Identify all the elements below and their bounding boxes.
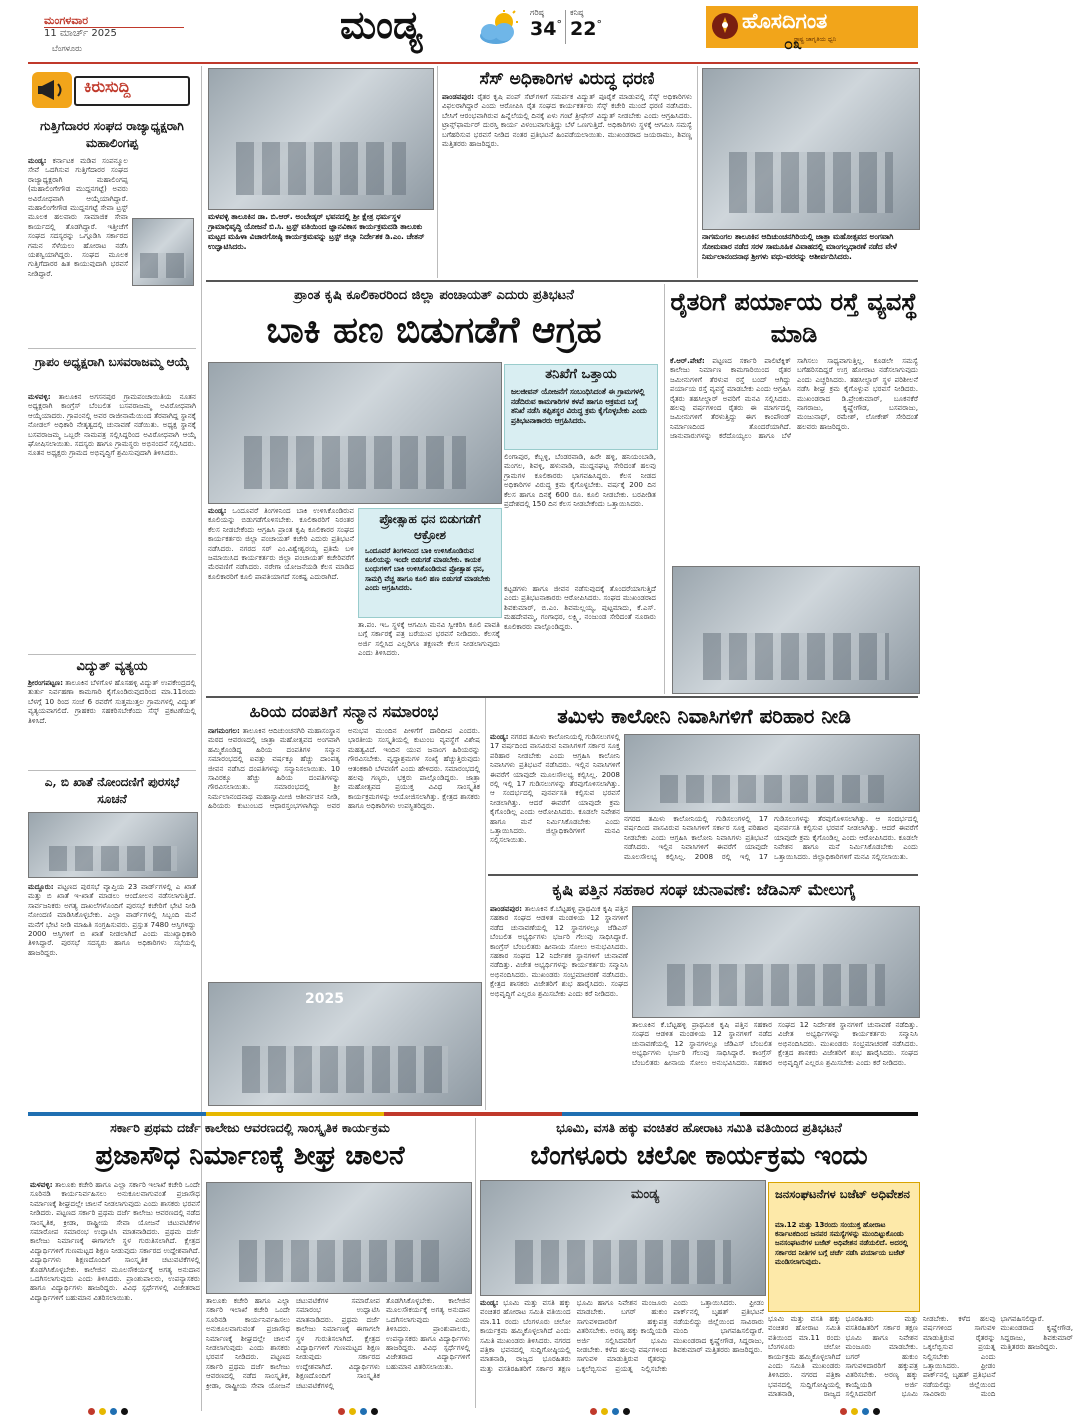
photo-banner-text: ಮಂಡ್ಯ bbox=[631, 1187, 660, 1202]
cess-body: ರೈತರ ಕೃಷಿ ಪಂಪ್ ಸೆಟ್‌ಗಳಿಗೆ ಸಮರ್ಪಕ ವಿದ್ಯುತ್ ಪೂರೈಕೆ ಮಾಡುವಲ್ಲಿ ಸೆಸ್ಕ್ ಅಧಿಕಾರಿಗಳು ವಿಫಲರಾಗಿದ್ದಾರೆ ಎಂದು ಆರೋಪಿಸಿ ರೈತ ಸಂಘದ ಕಾರ್ಯಕರ್ತರು ಸೆಸ್ಕ್ ಕಚೇರಿ ಮುಂದೆ ಧರಣಿ ನಡೆಸಿದರು. ಬೇಸಿಗೆ ಆರಂಭವಾಗಿರುವ ಹಿನ್ನೆಲೆಯಲ್ಲಿ ದಿನಕ್ಕೆ ಏಳು ಗಂಟೆ ತ್ರೀಫೇಸ್ ವಿದ್ಯುತ್ ನೀಡಬೇಕು ಎಂದು ಆಗ್ರಹಿಸಿದರು. ಟ್ರಾನ್ಸ್‌ಫಾರ್ಮರ್ ದುರಸ್ತಿ ಕಾರ್ಯ ವಿಳಂಬವಾಗುತ್ತಿದ್ದು ಬೆಳೆ ಒಣಗುತ್ತಿದೆ. ಅಧಿಕಾರಿಗಳು ಸ್ಥಳಕ್ಕೆ ಆಗಮಿಸಿ ಸಮಸ್ಯೆ ಬಗೆಹರಿಸುವ ಭರವಸೆ ನೀಡಿದ ನಂತರ ಪ್ರತಿಭಟನೆ ಹಿಂಪಡೆಯಲಾಯಿತು. ಮುಖಂಡರಾದ ಜಯರಾಮು, ಶಿವಣ್ಣ ಮತ್ತಿತರರು ಹಾಜರಿದ್ದರು. bbox=[442, 92, 692, 149]
tamil-dateline: ಮಂಡ್ಯ: bbox=[490, 732, 509, 741]
college-headline: ಪ್ರಜಾಸೌಧ ನಿರ್ಮಾಣಕ್ಕೆ ಶೀಘ್ರ ಚಾಲನೆ bbox=[95, 1141, 405, 1171]
lead-col-mid bbox=[358, 620, 500, 692]
elderly-headline: ಹಿರಿಯ ದಂಪತಿಗೆ ಸನ್ಮಾನ ಸಮಾರಂಭ bbox=[249, 702, 439, 721]
farmers-body: ಪಟ್ಟಣದ ಸರ್ಕಾರಿ ಪಾಲಿಟೆಕ್ನಿಕ್ ಕಾಲೇಜು ನಿರ್ಮಾಣ ಕಾಮಗಾರಿಯಿಂದ ರೈತರ ಜಮೀನುಗಳಿಗೆ ತೆರಳುವ ರಸ್ತೆ ಬಂದ್ ಆಗಿದ್ದು ಪರ್ಯಾಯ ರಸ್ತೆ ವ್ಯವಸ್ಥೆ ಮಾಡಬೇಕು ಎಂದು ಆಗ್ರಹಿಸಿ ರೈತರು ತಹಸೀಲ್ದಾರ್ ಅವರಿಗೆ ಮನವಿ ಸಲ್ಲಿಸಿದರು. ಹಲವು ವರ್ಷಗಳಿಂದ ರೈತರು ಈ ಮಾರ್ಗದಲ್ಲಿ ಜಮೀನುಗಳಿಗೆ ತೆರಳುತ್ತಿದ್ದು ಈಗ ಕಾಂಪೌಂಡ್ ನಿರ್ಮಾಣದಿಂದ ತೊಂದರೆಯಾಗಿದೆ. ಜಾನುವಾರುಗಳನ್ನು ಕರೆದೊಯ್ಯಲು ಹಾಗೂ ಬೆಳೆ ಸಾಗಿಸಲು ಸಾಧ್ಯವಾಗುತ್ತಿಲ್ಲ. ಕೂಡಲೇ ಸಮಸ್ಯೆ ಬಗೆಹರಿಸದಿದ್ದರೆ ಉಗ್ರ ಹೋರಾಟ ನಡೆಸಲಾಗುವುದು ಎಂದು ಎಚ್ಚರಿಸಿದರು. ತಹಸೀಲ್ದಾರ್ ಸ್ಥಳ ಪರಿಶೀಲನೆ ನಡೆಸಿ ಶೀಘ್ರ ಕ್ರಮ ಕೈಗೊಳ್ಳುವ ಭರವಸೆ ನೀಡಿದರು. ಮುಖಂಡರಾದ ಡಿ.ಪ್ರೇಂಕುಮಾರ್, ಬೂಕನಕೆರೆ ನಾಗರಾಜು, ಕೃಷ್ಣೇಗೌಡ, ಬಸವರಾಜು, ಮಂಜುನಾಥ್, ರಮೇಶ್, ಲೋಕೇಶ್ ಸೇರಿದಂತೆ ಹಲವರು ಹಾಜರಿದ್ದರು. bbox=[670, 356, 918, 441]
brief-title: ಗುತ್ತಿಗೆದಾರರ ಸಂಘದ ರಾಜ್ಯಾಧ್ಯಕ್ಷರಾಗಿ ಮಹಾಲಿಂಗಪ್ಪ bbox=[40, 119, 184, 150]
tamil-headline: ತಮಿಳು ಕಾಲೋನಿ ನಿವಾಸಿಗಳಿಗೆ ಪರಿಹಾರ ನೀಡಿ bbox=[557, 704, 851, 728]
meeting-photo bbox=[28, 812, 198, 878]
brief-title: ವಿದ್ಯುತ್ ವ್ಯತ್ಯಯ bbox=[76, 659, 148, 674]
tamil-story-top bbox=[490, 732, 620, 868]
cess-dateline: ಪಾಂಡವಪುರ: bbox=[442, 92, 475, 101]
brief-dateline: ಶ್ರೀರಂಗಪಟ್ಟಣ: bbox=[28, 678, 63, 687]
brief-body: ತಾಲೂಕಿನ ಬೆಳಗೊಳ ಹೊಸಹಳ್ಳಿ ವಿದ್ಯುತ್ ಉಪಕೇಂದ್ರದಲ್ಲಿ ತುರ್ತು ನಿರ್ವಹಣಾ ಕಾಮಗಾರಿ ಕೈಗೊಂಡಿರುವುದರಿಂದ ಮಾ.11ರಂದು ಬೆಳಗ್ಗೆ 10 ರಿಂದ ಸಂಜೆ 6 ರವರೆಗೆ ಸುತ್ತಮುತ್ತಲ ಗ್ರಾಮಗಳಲ್ಲಿ ವಿದ್ಯುತ್ ವ್ಯತ್ಯಯವಾಗಲಿದೆ. ಗ್ರಾಹಕರು ಸಹಕರಿಸಬೇಕೆಂದು ಸೆಸ್ಕ್ ಪ್ರಕಟಣೆಯಲ್ಲಿ ತಿಳಿಸಿದೆ. bbox=[28, 678, 196, 725]
bengaluru-body: ಭೂಮಿ ಮತ್ತು ವಸತಿ ಹಕ್ಕು ವಂಚಿತರ ಹೋರಾಟ ಸಮಿತಿ ವತಿಯಿಂದ ಮಾ.11 ರಂದು ಬೆಂಗಳೂರು ಚಲೋ ಕಾರ್ಯಕ್ರಮ ಹಮ್ಮಿಕೊಳ್ಳಲಾಗಿದೆ ಎಂದು ಸಮಿತಿ ಮುಖಂಡರು ತಿಳಿಸಿದರು. ನಗರದ ಪತ್ರಿಕಾ ಭವನದಲ್ಲಿ ಸುದ್ದಿಗೋಷ್ಠಿಯಲ್ಲಿ ಮಾತನಾಡಿ, ರಾಜ್ಯದ ಭೂರಹಿತರು ಮತ್ತು ವಸತಿರಹಿತರಿಗೆ ಸರ್ಕಾರ ತಕ್ಷಣ ಭೂಮಿ ಹಾಗೂ ನಿವೇಶನ ಮಂಜೂರು ಮಾಡಬೇಕು. ಬಗರ್ ಹುಕುಂ ಸಾಗುವಳಿದಾರರಿಗೆ ಹಕ್ಕುಪತ್ರ ವಿತರಿಸಬೇಕು. ಅರಣ್ಯ ಹಕ್ಕು ಕಾಯ್ದೆಯಡಿ ಅರ್ಜಿ ಸಲ್ಲಿಸಿದವರಿಗೆ ಭೂಮಿ ನೀಡಬೇಕು. ಕಳೆದ ಹಲವು ವರ್ಷಗಳಿಂದ ಸಾಗುವಳಿ ಮಾಡುತ್ತಿರುವ ರೈತರನ್ನು ಒಕ್ಕಲೆಬ್ಬಿಸುವ ಪ್ರಯತ್ನ ನಿಲ್ಲಿಸಬೇಕು ಎಂದು ಒತ್ತಾಯಿಸಿದರು. ಫ್ರೀಡಂ ಪಾರ್ಕ್‌ನಲ್ಲಿ ಬೃಹತ್ ಪ್ರತಿಭಟನೆ ನಡೆಯಲಿದ್ದು ಜಿಲ್ಲೆಯಿಂದ ಸಾವಿರಾರು ಮಂದಿ ಭಾಗವಹಿಸಲಿದ್ದಾರೆ. ಮುಖಂಡರಾದ ಕೃಷ್ಣೇಗೌಡ, ಸಿದ್ದರಾಜು, ಶಿವಕುಮಾರ್ ಮತ್ತಿತರರು ಹಾಜರಿದ್ದರು. bbox=[480, 1298, 764, 1373]
protest-photo bbox=[208, 362, 502, 504]
lead-col-left bbox=[208, 506, 354, 692]
coop-story-left bbox=[490, 904, 628, 1108]
brand-name: ಹೊಸದಿಗಂತ bbox=[742, 8, 828, 33]
date-panel bbox=[40, 14, 190, 48]
registration-marks-right bbox=[840, 1408, 880, 1416]
budget-box-body: ಮಾ.12 ಮತ್ತು 13ರಂದು ಸಂಯುಕ್ತ ಹೋರಾಟ ಕರ್ನಾಟಕದಿಂದ ಜನಪರ ಸಮಸ್ಯೆಗಳನ್ನು ಮುಂದಿಟ್ಟುಕೊಂಡು ಜನಸಂಘಟನೆಗಳ ಬಜೆಟ್ ಅಧಿವೇಶನ ನಡೆಯಲಿದೆ. ಅದರಲ್ಲಿ ಸರ್ಕಾರದ ನೀತಿಗಳ ಬಗ್ಗೆ ಚರ್ಚೆ ನಡೆಸಿ ಪರ್ಯಾಯ ಬಜೆಟ್ ಮಂಡಿಸಲಾಗುವುದು. bbox=[775, 1221, 908, 1266]
womens-seminar-caption: ಮಳವಳ್ಳಿ ತಾಲೂಕಿನ ಡಾ. ಬಿ.ಆರ್. ಅಂಬೇಡ್ಕರ್ ಭವನದಲ್ಲಿ ಶ್ರೀ ಕ್ಷೇತ್ರ ಧರ್ಮಸ್ಥಳ ಗ್ರಾಮಾಭಿವೃದ್ಧಿ ಯೋಜನೆ ಬಿ.ಸಿ. ಟ್ರಸ್ಟ್ ವತಿಯಿಂದ ಜ್ಞಾನವಿಕಾಸ ಕಾರ್ಯಕ್ರಮದಡಿ ತಾಲೂಕು ಮಟ್ಟದ ಮಹಿಳಾ ವಿಚಾರಗೋಷ್ಠಿ ಕಾರ್ಯಕ್ರಮವನ್ನು ಟ್ರಸ್ಟ್ ಜಿಲ್ಲಾ ನಿರ್ದೇಶಕ ಡಿ.ಎಂ. ಚೇತನ್ ಉದ್ಘಾಟಿಸಿದರು. bbox=[208, 212, 425, 251]
brand-emblem-icon bbox=[712, 13, 738, 39]
brief-item bbox=[28, 118, 196, 346]
incentive-body: ಒಂದೂವರೆ ತಿಂಗಳಿನಿಂದ ಬಾಕಿ ಉಳಿಸಿಕೊಂಡಿರುವ ಕೂಲಿಯನ್ನು ಇಂದೇ ಬಿಡುಗಡೆ ಮಾಡಬೇಕು. ಕಾಯಕ ಬಂಧುಗಳಿಗೆ ಬಾಕಿ ಉಳಿಸಿಕೊಂಡಿರುವ ಪ್ರೋತ್ಸಾಹ ಧನ, ಸಾಮಗ್ರಿ ವೆಚ್ಚ ಹಾಗೂ ಕೂಲಿ ಹಣ ಬಿಡುಗಡೆ ಮಾಡಬೇಕು ಎಂದು ಆಗ್ರಹಿಸಿದರು. bbox=[365, 547, 491, 592]
college-story-left bbox=[30, 1180, 200, 1406]
college-kicker: ಸರ್ಕಾರಿ ಪ್ರಥಮ ದರ್ಜೆ ಕಾಲೇಜು ಆವರಣದಲ್ಲಿ ಸಾಂಸ್ಕೃತಿಕ ಕಾರ್ಯಕ್ರಮ bbox=[110, 1120, 390, 1135]
incentive-title: ಪ್ರೋತ್ಸಾಹ ಧನ ಬಿಡುಗಡೆಗೆ ಆಕ್ರೋಶ bbox=[379, 512, 481, 542]
elderly-story bbox=[208, 726, 480, 978]
tamil-body: ನಗರದ ತಮಿಳು ಕಾಲೋನಿಯಲ್ಲಿ ಗುಡಿಸಲುಗಳಲ್ಲಿ 17 ವರ್ಷದಿಂದ ವಾಸವಿರುವ ನಿವಾಸಿಗಳಿಗೆ ಸರ್ಕಾರ ಸೂಕ್ತ ಪರಿಹಾರ ನೀಡಬೇಕು ಎಂದು ಆಗ್ರಹಿಸಿ ಕಾಲೋನಿ ನಿವಾಸಿಗಳು ಪ್ರತಿಭಟನೆ ನಡೆಸಿದರು. ಇಲ್ಲಿನ ನಿವಾಸಿಗಳಿಗೆ ಈವರೆಗೆ ಯಾವುದೇ ಮೂಲಸೌಲಭ್ಯ ಕಲ್ಪಿಸಿಲ್ಲ. 2008 ರಲ್ಲಿ ಇಲ್ಲಿ 17 ಗುಡಿಸಲುಗಳನ್ನು ತೆರವುಗೊಳಿಸಲಾಗಿತ್ತು. ಆ ಸಂದರ್ಭದಲ್ಲಿ ಪುನರ್ವಸತಿ ಕಲ್ಪಿಸುವ ಭರವಸೆ ನೀಡಲಾಗಿತ್ತು. ಆದರೆ ಈವರೆಗೆ ಯಾವುದೇ ಕ್ರಮ ಕೈಗೊಂಡಿಲ್ಲ ಎಂದು ಆರೋಪಿಸಿದರು. ಕೂಡಲೇ ನಿವೇಶನ ಹಾಗೂ ಮನೆ ನಿರ್ಮಿಸಿಕೊಡಬೇಕು ಎಂದು ಒತ್ತಾಯಿಸಿದರು. ಜಿಲ್ಲಾಧಿಕಾರಿಗಳಿಗೆ ಮನವಿ ಸಲ್ಲಿಸಲಾಯಿತು. bbox=[490, 732, 621, 845]
lead-col-right2 bbox=[504, 584, 656, 692]
coop-story-cols: ತಾಲೂಕಿನ ಕೆ.ಬೆಟ್ಟಹಳ್ಳಿ ಪ್ರಾಥಮಿಕ ಕೃಷಿ ಪತ್ತಿನ ಸಹಕಾರ ಸಂಘದ ಆಡಳಿತ ಮಂಡಳಿಯ 12 ಸ್ಥಾನಗಳಿಗೆ ನಡೆದ ಚುನಾವಣೆಯಲ್ಲಿ 12 ಸ್ಥಾನಗಳಲ್ಲೂ ಜೆಡಿಎಸ್ ಬೆಂಬಲಿತ ಅಭ್ಯರ್ಥಿಗಳು ಭರ್ಜರಿ ಗೆಲುವು ಸಾಧಿಸಿದ್ದಾರೆ. ಕಾಂಗ್ರೆಸ್ ಬೆಂಬಲಿತರು ಹೀನಾಯ ಸೋಲು ಅನುಭವಿಸಿದರು. ಸಹಕಾರ ಸಂಘದ 12 ನಿರ್ದೇಶಕ ಸ್ಥಾನಗಳಿಗೆ ಚುನಾವಣೆ ನಡೆದಿತ್ತು. ವಿಜೇತ ಅಭ್ಯರ್ಥಿಗಳನ್ನು ಕಾರ್ಯಕರ್ತರು ಸನ್ಮಾನಿಸಿ ಅಭಿನಂದಿಸಿದರು. ಮುಖಂಡರು ಸಂಭ್ರಮಾಚರಣೆ ನಡೆಸಿದರು. ಕ್ಷೇತ್ರದ ಶಾಸಕರು ವಿಜೇತರಿಗೆ ಶುಭ ಹಾರೈಸಿದರು. ಸಂಘದ ಅಭಿವೃದ್ಧಿಗೆ ಎಲ್ಲರೂ ಶ್ರಮಿಸಬೇಕು ಎಂದು ಕರೆ ನೀಡಿದರು. bbox=[632, 1020, 918, 1067]
date-label: 11 ಮಾರ್ಚ್ 2025 bbox=[44, 28, 117, 39]
farmers-meeting-photo bbox=[672, 566, 920, 694]
probe-title: ತನಿಖೆಗೆ ಒತ್ತಾಯ bbox=[545, 367, 617, 382]
cess-story bbox=[442, 92, 692, 276]
press-meet-photo bbox=[480, 1180, 766, 1296]
bengaluru-story-right: ಭೂಮಿ ಮತ್ತು ವಸತಿ ಹಕ್ಕು ವಂಚಿತರ ಹೋರಾಟ ಸಮಿತಿ ವತಿಯಿಂದ ಮಾ.11 ರಂದು ಬೆಂಗಳೂರು ಚಲೋ ಕಾರ್ಯಕ್ರಮ ಹಮ್ಮಿಕೊಳ್ಳಲಾಗಿದೆ ಎಂದು ಸಮಿತಿ ಮುಖಂಡರು ತಿಳಿಸಿದರು. ನಗರದ ಪತ್ರಿಕಾ ಭವನದಲ್ಲಿ ಸುದ್ದಿಗೋಷ್ಠಿಯಲ್ಲಿ ಮಾತನಾಡಿ, ರಾಜ್ಯದ ಭೂರಹಿತರು ಮತ್ತು ವಸತಿರಹಿತರಿಗೆ ಸರ್ಕಾರ ತಕ್ಷಣ ಭೂಮಿ ಹಾಗೂ ನಿವೇಶನ ಮಂಜೂರು ಮಾಡಬೇಕು. ಬಗರ್ ಹುಕುಂ ಸಾಗುವಳಿದಾರರಿಗೆ ಹಕ್ಕುಪತ್ರ ವಿತರಿಸಬೇಕು. ಅರಣ್ಯ ಹಕ್ಕು ಕಾಯ್ದೆಯಡಿ ಅರ್ಜಿ ಸಲ್ಲಿಸಿದವರಿಗೆ ಭೂಮಿ ನೀಡಬೇಕು. ಕಳೆದ ಹಲವು ವರ್ಷಗಳಿಂದ ಸಾಗುವಳಿ ಮಾಡುತ್ತಿರುವ ರೈತರನ್ನು ಒಕ್ಕಲೆಬ್ಬಿಸುವ ಪ್ರಯತ್ನ ನಿಲ್ಲಿಸಬೇಕು ಎಂದು ಒತ್ತಾಯಿಸಿದರು. ಫ್ರೀಡಂ ಪಾರ್ಕ್‌ನಲ್ಲಿ ಬೃಹತ್ ಪ್ರತಿಭಟನೆ ನಡೆಯಲಿದ್ದು ಜಿಲ್ಲೆಯಿಂದ ಸಾವಿರಾರು ಮಂದಿ ಭಾಗವಹಿಸಲಿದ್ದಾರೆ. ಮುಖಂಡರಾದ ಕೃಷ್ಣೇಗೌಡ, ಸಿದ್ದರಾಜು, ಶಿವಕುಮಾರ್ ಮತ್ತಿತರರು ಹಾಜರಿದ್ದರು. bbox=[768, 1314, 1073, 1399]
elderly-felicitation-photo bbox=[208, 982, 482, 1106]
college-body: ತಾಲೂಕು ಕಚೇರಿ ಹಾಗೂ ಎಲ್ಲಾ ಸರ್ಕಾರಿ ಇಲಾಖೆ ಕಚೇರಿ ಒಂದೇ ಸೂರಿನಡಿ ಕಾರ್ಯನಿರ್ವಹಿಸಲು ಅನುಕೂಲವಾಗುವಂತೆ ಪ್ರಜಾಸೌಧ ನಿರ್ಮಾಣಕ್ಕೆ ಶೀಘ್ರದಲ್ಲೇ ಚಾಲನೆ ನೀಡಲಾಗುವುದು ಎಂದು ಶಾಸಕರು ಭರವಸೆ ನೀಡಿದರು. ಪಟ್ಟಣದ ಸರ್ಕಾರಿ ಪ್ರಥಮ ದರ್ಜೆ ಕಾಲೇಜು ಆವರಣದಲ್ಲಿ ನಡೆದ ಸಾಂಸ್ಕೃತಿಕ, ಕ್ರೀಡಾ, ರಾಷ್ಟ್ರೀಯ ಸೇವಾ ಯೋಜನೆ ಚಟುವಟಿಕೆಗಳ ಸಮಾರೋಪ ಸಮಾರಂಭ ಉದ್ಘಾಟಿಸಿ ಮಾತನಾಡಿದರು. ಪ್ರಥಮ ದರ್ಜೆ ಕಾಲೇಜು ನಿರ್ಮಾಣಕ್ಕೆ ಈಗಾಗಲೇ ಸ್ಥಳ ಗುರುತಿಸಲಾಗಿದೆ. ಕ್ಷೇತ್ರದ ವಿದ್ಯಾರ್ಥಿಗಳಿಗೆ ಗುಣಮಟ್ಟದ ಶಿಕ್ಷಣ ನೀಡುವುದು ಸರ್ಕಾರದ ಉದ್ದೇಶವಾಗಿದೆ. ವಿದ್ಯಾರ್ಥಿಗಳು ಶಿಕ್ಷಣದೊಂದಿಗೆ ಸಾಂಸ್ಕೃತಿಕ ಚಟುವಟಿಕೆಗಳಲ್ಲಿ ತೊಡಗಿಸಿಕೊಳ್ಳಬೇಕು. ಕಾಲೇಜಿನ ಮೂಲಸೌಕರ್ಯಕ್ಕೆ ಅಗತ್ಯ ಅನುದಾನ ಒದಗಿಸಲಾಗುವುದು ಎಂದು ತಿಳಿಸಿದರು. ಪ್ರಾಂಶುಪಾಲರು, ಉಪನ್ಯಾಸಕರು ಹಾಗೂ ವಿದ್ಯಾರ್ಥಿಗಳು ಹಾಜರಿದ್ದರು. ವಿವಿಧ ಸ್ಪರ್ಧೆಗಳಲ್ಲಿ ವಿಜೇತರಾದ ವಿದ್ಯಾರ್ಥಿಗಳಿಗೆ ಬಹುಮಾನ ವಿತರಿಸಲಾಯಿತು. bbox=[30, 1180, 200, 1302]
brief-title: ಎ, ಬಿ ಖಾತೆ ನೋಂದಣಿಗೆ ಪುರಸಭೆ ಸೂಚನೆ bbox=[44, 775, 180, 806]
min-temp: ಕನಿಷ್ಠ 22° bbox=[570, 8, 606, 48]
farmers-story bbox=[670, 356, 918, 562]
budget-session-box bbox=[768, 1182, 920, 1312]
cloud-icon bbox=[474, 10, 524, 46]
lead-body2: ಲಿಂಗಾಪುರ, ಕೆಬ್ಬಳ್ಳಿ, ಬೆಂಡರವಾಡಿ, ಹಿರೇ ಹಳ್ಳಿ, ಹನಿಯಂಬಾಡಿ, ಮಂಗಲ, ಶಿವಳ್ಳಿ, ಹಳುವಾಡಿ, ಮುದ್ದನಘಟ್ಟ ಸೇರಿದಂತೆ ಹಲವು ಗ್ರಾಮಗಳ ಕೂಲಿಕಾರರು ಭಾಗವಹಿಸಿದ್ದರು. ಕೆಲಸ ನೀಡದ ಅಧಿಕಾರಿಗಳ ವಿರುದ್ಧ ಕ್ರಮ ಕೈಗೊಳ್ಳಬೇಕು. ವರ್ಷಕ್ಕೆ 200 ದಿನ ಕೆಲಸ ಹಾಗೂ ದಿನಕ್ಕೆ 600 ರೂ. ಕೂಲಿ ನೀಡಬೇಕು. ಬರಪೀಡಿತ ಪ್ರದೇಶದಲ್ಲಿ 150 ದಿನ ಕೆಲಸ ನೀಡಬೇಕೆಂದು ಒತ್ತಾಯಿಸಿದರು. bbox=[504, 452, 656, 509]
bengaluru-dateline: ಮಂಡ್ಯ: bbox=[480, 1298, 499, 1307]
registration-marks-left bbox=[88, 1408, 128, 1416]
briefs-logo bbox=[28, 66, 196, 112]
brief-item bbox=[28, 658, 196, 768]
tamil-colony-photo bbox=[624, 734, 920, 812]
brief-body: ತಾಲೂಕಿನ ಅಗಸನಪುರ ಗ್ರಾಮಪಂಚಾಯಿತಿಯ ನೂತನ ಅಧ್ಯಕ್ಷರಾಗಿ ಕಾಂಗ್ರೆಸ್ ಬೆಂಬಲಿತ ಬಸವರಾಜಮ್ಮ ಅವಿರೋಧವಾಗಿ ಆಯ್ಕೆಯಾದರು. ಗ್ರಾಪಂನಲ್ಲಿ ಅವರ ರಾಜೀನಾಮೆಯಿಂದ ತೆರವಾಗಿದ್ದ ಸ್ಥಾನಕ್ಕೆ ನೋಡಲ್ ಅಧಿಕಾರಿ ನೇತೃತ್ವದಲ್ಲಿ ಚುನಾವಣೆ ನಡೆಯಿತು. ಅಧ್ಯಕ್ಷ ಸ್ಥಾನಕ್ಕೆ ಬಸವರಾಜಮ್ಮ ಒಬ್ಬರೇ ನಾಮಪತ್ರ ಸಲ್ಲಿಸಿದ್ದರಿಂದ ಅವಿರೋಧವಾಗಿ ಆಯ್ಕೆ ಘೋಷಿಸಲಾಯಿತು. ಸದಸ್ಯರು ಹಾಗೂ ಗ್ರಾಮಸ್ಥರು ಅಭಿನಂದನೆ ಸಲ್ಲಿಸಿದರು. ನೂತನ ಅಧ್ಯಕ್ಷರು ಗ್ರಾಮದ ಅಭಿವೃದ್ಧಿಗೆ ಶ್ರಮಿಸುವುದಾಗಿ ತಿಳಿಸಿದರು. bbox=[28, 392, 196, 458]
probe-body: ಜಲಜೀವನ್ ಯೋಜನೆಗೆ ಸಂಬಂಧಿಸಿದಂತೆ ಈ ಗ್ರಾಮಗಳಲ್ಲಿ ನಡೆದಿರುವ ಕಾಮಗಾರಿಗಳ ಕಳಪೆ ಹಾಗೂ ಅಕ್ರಮದ ಬಗ್ಗೆ ತನಿಖೆ ನಡೆಸಿ ತಪ್ಪಿತಸ್ಥರ ವಿರುದ್ಧ ಕ್ರಮ ಕೈಗೊಳ್ಳಬೇಕು ಎಂದು ಪ್ರತಿಭಟನಾಕಾರರು ಆಗ್ರಹಿಸಿದರು. bbox=[511, 387, 647, 425]
probe-box bbox=[504, 364, 658, 450]
brief-dateline: ಮದ್ದೂರು: bbox=[28, 882, 54, 891]
bengaluru-kicker: ಭೂಮಿ, ವಸತಿ ಹಕ್ಕು ವಂಚಿತರ ಹೋರಾಟ ಸಮಿತಿ ವತಿಯಿಂದ ಪ್ರತಿಭಟನೆ bbox=[556, 1120, 842, 1135]
bengaluru-headline: ಬೆಂಗಳೂರು ಚಲೋ ಕಾರ್ಯಕ್ರಮ ಇಂದು bbox=[530, 1141, 868, 1171]
edition-label: ಬೆಂಗಳೂರು bbox=[52, 44, 82, 53]
day-label: ಮಂಗಳವಾರ bbox=[44, 14, 89, 27]
masthead bbox=[0, 0, 945, 60]
brief-body: ಕರ್ನಾಟಕ ಮಡಿವ ಸಂಪನ್ಮೂಲ ಸೇವೆ ಒದಗಿಸುವ ಗುತ್ತಿಗೆದಾರರ ಸಂಘದ ರಾಜ್ಯಾಧ್ಯಕ್ಷರಾಗಿ ಮಹಾಲಿಂಗಪ್ಪ (ಮಹಾಲಿಂಗೇಗೌಡ ಮುದ್ದನಗಟ್ಟೆ) ಅವರು ಅವಿರೋಧವಾಗಿ ಆಯ್ಕೆಯಾಗಿದ್ದಾರೆ. ಮಹಾಲಿಂಗೇಗೌಡ ಮುದ್ದನಗಟ್ಟೆ ಸೇವಾ ಟ್ರಸ್ಟ್ ಮೂಲಕ ಹಲವಾರು ಸಾಮಾಜಿಕ ಸೇವಾ ಕಾರ್ಯದಲ್ಲಿ ತೊಡಗಿದ್ದಾರೆ. ಇತ್ತೀಚೆಗೆ ಸಂಘದ ಸದಸ್ಯರನ್ನು ಒಗ್ಗೂಡಿಸಿ ಸರ್ಕಾರದ ಗಮನ ಸೆಳೆಯಲು ಹೋರಾಟ ನಡೆಸಿ ಯಶಸ್ವಿಯಾಗಿದ್ದರು. ಸಂಘದ ಮೂಲಕ ಗುತ್ತಿಗೆದಾರರ ಹಿತ ಕಾಯುವುದಾಗಿ ಭರವಸೆ ನೀಡಿದ್ದಾರೆ. bbox=[28, 156, 128, 278]
mass-wedding-photo bbox=[702, 68, 920, 230]
portrait-photo bbox=[132, 218, 194, 286]
budget-box-title: ಜನಸಂಘಟನೆಗಳ ಬಜೆಟ್ ಅಧಿವೇಶನ bbox=[775, 1187, 910, 1201]
brand-tagline: ರಾಷ್ಟ್ರ ಜಾಗೃತಿಯ ಧ್ವನಿ bbox=[794, 36, 837, 43]
min-temp-label: ಕನಿಷ್ಠ bbox=[570, 8, 584, 17]
page-number: ೦೩ bbox=[784, 34, 802, 53]
banner-year: 2025 bbox=[305, 991, 344, 1007]
brief-body: ಪಟ್ಟಣದ ಪುರಸಭೆ ವ್ಯಾಪ್ತಿಯ 23 ವಾರ್ಡ್‌ಗಳಲ್ಲಿ ಎ ಖಾತೆ ಮತ್ತು ಬಿ ಖಾತೆ ಇ-ಖಾತೆ ಮಾಡಲು ಆಂದೋಲನ ನಡೆಸಲಾಗುತ್ತಿದೆ. ಸಾರ್ವಜನಿಕರು ಅಗತ್ಯ ದಾಖಲೆಗಳೊಂದಿಗೆ ಪುರಸಭೆ ಕಚೇರಿಗೆ ಭೇಟಿ ನೀಡಿ ನೋಂದಣಿ ಮಾಡಿಸಿಕೊಳ್ಳಬೇಕು. ಎಲ್ಲಾ ವಾರ್ಡ್‌ಗಳಲ್ಲಿ ಸಿಬ್ಬಂದಿ ಮನೆ ಮನೆಗೆ ಭೇಟಿ ನೀಡಿ ಮಾಹಿತಿ ಸಂಗ್ರಹಿಸುವರು. ಪ್ರಸ್ತುತ 7480 ಆಸ್ತಿಗಳಿದ್ದು 2000 ಆಸ್ತಿಗಳಿಗೆ ಬಿ ಖಾತೆ ನೀಡಲಾಗಿದೆ ಎಂದು ಮುಖ್ಯಾಧಿಕಾರಿ ತಿಳಿಸಿದ್ದಾರೆ. ಪುರಸಭೆ ಸದಸ್ಯರು ಹಾಗೂ ಅಧಿಕಾರಿಗಳು ಸಭೆಯಲ್ಲಿ ಹಾಜರಿದ್ದರು. bbox=[28, 882, 196, 957]
lead-body4: ತಾ.ಪಂ. ಇಒ ಸ್ಥಳಕ್ಕೆ ಆಗಮಿಸಿ ಮನವಿ ಸ್ವೀಕರಿಸಿ ಕೂಲಿ ಪಾವತಿ ಬಗ್ಗೆ ಸರ್ಕಾರಕ್ಕೆ ಪತ್ರ ಬರೆಯುವ ಭರವಸೆ ನೀಡಿದರು. ಕೆಲಸಕ್ಕೆ ಅರ್ಜಿ ಸಲ್ಲಿಸಿದ ಎಲ್ಲರಿಗೂ ತಕ್ಷಣವೇ ಕೆಲಸ ನೀಡಲಾಗುವುದು ಎಂದು ತಿಳಿಸಿದರು. bbox=[358, 620, 500, 658]
coop-dateline: ಪಾಂಡವಪುರ: bbox=[490, 904, 523, 913]
incentive-box bbox=[358, 508, 502, 618]
max-temp: ಗರಿಷ್ಠ 34° bbox=[530, 8, 564, 48]
womens-seminar-photo bbox=[208, 68, 434, 210]
tamil-story-cols: ನಗರದ ತಮಿಳು ಕಾಲೋನಿಯಲ್ಲಿ ಗುಡಿಸಲುಗಳಲ್ಲಿ 17 ವರ್ಷದಿಂದ ವಾಸವಿರುವ ನಿವಾಸಿಗಳಿಗೆ ಸರ್ಕಾರ ಸೂಕ್ತ ಪರಿಹಾರ ನೀಡಬೇಕು ಎಂದು ಆಗ್ರಹಿಸಿ ಕಾಲೋನಿ ನಿವಾಸಿಗಳು ಪ್ರತಿಭಟನೆ ನಡೆಸಿದರು. ಇಲ್ಲಿನ ನಿವಾಸಿಗಳಿಗೆ ಈವರೆಗೆ ಯಾವುದೇ ಮೂಲಸೌಲಭ್ಯ ಕಲ್ಪಿಸಿಲ್ಲ. 2008 ರಲ್ಲಿ ಇಲ್ಲಿ 17 ಗುಡಿಸಲುಗಳನ್ನು ತೆರವುಗೊಳಿಸಲಾಗಿತ್ತು. ಆ ಸಂದರ್ಭದಲ್ಲಿ ಪುನರ್ವಸತಿ ಕಲ್ಪಿಸುವ ಭರವಸೆ ನೀಡಲಾಗಿತ್ತು. ಆದರೆ ಈವರೆಗೆ ಯಾವುದೇ ಕ್ರಮ ಕೈಗೊಂಡಿಲ್ಲ ಎಂದು ಆರೋಪಿಸಿದರು. ಕೂಡಲೇ ನಿವೇಶನ ಹಾಗೂ ಮನೆ ನಿರ್ಮಿಸಿಕೊಡಬೇಕು ಎಂದು ಒತ್ತಾಯಿಸಿದರು. ಜಿಲ್ಲಾಧಿಕಾರಿಗಳಿಗೆ ಮನವಿ ಸಲ್ಲಿಸಲಾಯಿತು. bbox=[624, 814, 918, 861]
mass-wedding-caption: ನಾಗಮಂಗಲ ತಾಲೂಕಿನ ಆದಿಚುಂಚನಗಿರಿಯಲ್ಲಿ ಜಾತ್ರಾ ಮಹೋತ್ಸವದ ಅಂಗವಾಗಿ ಸೋಮವಾರ ನಡೆದ ಸರಳ ಸಾಮೂಹಿಕ ವಿವಾಹದಲ್ಲಿ ಮಾಂಗಲ್ಯಧಾರಣೆ ನಡೆದ ವೇಳೆ ನಿರ್ಮಲಾನಂದನಾಥ ಶ್ರೀಗಳು ವಧು-ವರರನ್ನು ಆಶೀರ್ವದಿಸಿದರು. bbox=[702, 232, 897, 261]
max-temp-label: ಗರಿಷ್ಠ bbox=[530, 8, 544, 17]
coop-winners-photo bbox=[632, 906, 920, 1018]
registration-marks-mid bbox=[590, 1408, 630, 1416]
lead-headline: ಬಾಕಿ ಹಣ ಬಿಡುಗಡೆಗೆ ಆಗ್ರಹ bbox=[266, 309, 602, 351]
farmers-dateline: ಕೆ.ಆರ್.ಪೇಟೆ: bbox=[670, 356, 705, 365]
brief-item bbox=[28, 354, 196, 650]
briefs-label: ಕಿರುಸುದ್ದಿ bbox=[84, 77, 131, 96]
cess-headline: ಸೆಸ್ ಅಧಿಕಾರಿಗಳ ವಿರುದ್ಧ ಧರಣಿ bbox=[479, 69, 655, 89]
lead-body1: ಒಂದೂವರೆ ತಿಂಗಳಿನಿಂದ ಬಾಕಿ ಉಳಿಸಿಕೊಂಡಿರುವ ಕೂಲಿಯನ್ನು ಬಿಡುಗಡೆಗೊಳಿಸಬೇಕು. ಕೂಲಿಕಾರರಿಗೆ ನಿರಂತರ ಕೆಲಸ ನೀಡಬೇಕೆಂದು ಆಗ್ರಹಿಸಿ ಪ್ರಾಂತ ಕೃಷಿ ಕೂಲಿಕಾರರ ಸಂಘದ ಕಾರ್ಯಕರ್ತರು ಜಿಲ್ಲಾ ಪಂಚಾಯತ್ ಕಚೇರಿ ಎದುರು ಪ್ರತಿಭಟನೆ ನಡೆಸಿದರು. ನಗರದ ಸರ್ ಎಂ.ವಿಶ್ವೇಶ್ವರಯ್ಯ ಪ್ರತಿಮೆ ಬಳಿ ಜಮಾಯಿಸಿದ ಕಾರ್ಯಕರ್ತರು ಜಿಲ್ಲಾ ಪಂಚಾಯತ್ ಕಚೇರಿವರೆಗೆ ಮೆರವಣಿಗೆ ನಡೆಸಿದರು. ನರೇಗಾ ಯೋಜನೆಯಡಿ ಕೆಲಸ ಮಾಡಿದ ಕೂಲಿಕಾರರಿಗೆ ಕೂಲಿ ಪಾವತಿಯಾಗದೆ ಸಂಕಷ್ಟ ಎದುರಾಗಿದೆ. bbox=[208, 506, 354, 581]
registration-marks-center bbox=[338, 1408, 378, 1416]
elderly-body: ತಾಲೂಕಿನ ಆದಿಚುಂಚನಗಿರಿ ಮಹಾಸಂಸ್ಥಾನ ಮಠದ ಆವರಣದಲ್ಲಿ ಜಾತ್ರಾ ಮಹೋತ್ಸವದ ಅಂಗವಾಗಿ ಹಮ್ಮಿಕೊಂಡಿದ್ದ ಹಿರಿಯ ದಂಪತಿಗಳ ಸನ್ಮಾನ ಸಮಾರಂಭದಲ್ಲಿ ಐವತ್ತು ವರ್ಷಕ್ಕೂ ಹೆಚ್ಚು ದಾಂಪತ್ಯ ಜೀವನ ನಡೆಸಿದ ದಂಪತಿಗಳನ್ನು ಸನ್ಮಾನಿಸಲಾಯಿತು. 10 ಸಾವಿರಕ್ಕೂ ಹೆಚ್ಚು ಹಿರಿಯ ದಂಪತಿಗಳನ್ನು ಗೌರವಿಸಲಾಯಿತು. ಸಮಾರಂಭದಲ್ಲಿ ಶ್ರೀ ನಿರ್ಮಲಾನಂದನಾಥ ಮಹಾಸ್ವಾಮೀಜಿ ಆಶೀರ್ವಚನ ನೀಡಿ, ಹಿರಿಯರು ಕುಟುಂಬದ ಆಧಾರಸ್ತಂಭಗಳಾಗಿದ್ದು ಅವರ ಅನುಭವ ಮುಂದಿನ ಪೀಳಿಗೆಗೆ ದಾರಿದೀಪ ಎಂದರು. ಭಾರತೀಯ ಸಂಸ್ಕೃತಿಯಲ್ಲಿ ಕುಟುಂಬ ವ್ಯವಸ್ಥೆಗೆ ವಿಶೇಷ ಮಹತ್ವವಿದೆ. ಇಂದಿನ ಯುವ ಜನಾಂಗ ಹಿರಿಯರನ್ನು ಗೌರವಿಸಬೇಕು. ವೃದ್ಧಾಶ್ರಮಗಳ ಸಂಖ್ಯೆ ಹೆಚ್ಚುತ್ತಿರುವುದು ಆತಂಕಕಾರಿ ಬೆಳವಣಿಗೆ ಎಂದು ಹೇಳಿದರು. ಸಮಾರಂಭದಲ್ಲಿ ಹಲವು ಗಣ್ಯರು, ಭಕ್ತರು ಪಾಲ್ಗೊಂಡಿದ್ದರು. ಜಾತ್ರಾ ಮಹೋತ್ಸವದ ಪ್ರಯುಕ್ತ ವಿವಿಧ ಸಾಂಸ್ಕೃತಿಕ ಕಾರ್ಯಕ್ರಮಗಳನ್ನು ಆಯೋಜಿಸಲಾಗಿತ್ತು. ಕ್ಷೇತ್ರದ ಶಾಸಕರು ಹಾಗೂ ಅಧಿಕಾರಿಗಳು ಉಪಸ್ಥಿತರಿದ್ದರು. bbox=[208, 726, 480, 811]
brief-dateline: ಮಂಡ್ಯ: bbox=[28, 156, 47, 165]
farmers-headline: ರೈತರಿಗೆ ಪರ್ಯಾಯ ರಸ್ತೆ ವ್ಯವಸ್ಥೆ ಮಾಡಿ bbox=[670, 287, 918, 348]
lead-dateline: ಮಂಡ್ಯ: bbox=[208, 506, 227, 515]
color-band bbox=[28, 1112, 918, 1116]
college-dateline: ಮಳವಳ್ಳಿ: bbox=[30, 1180, 53, 1189]
elderly-dateline: ನಾಗಮಂಗಲ: bbox=[208, 726, 240, 735]
brand-bar bbox=[706, 6, 918, 48]
coop-headline: ಕೃಷಿ ಪತ್ತಿನ ಸಹಕಾರ ಸಂಘ ಚುನಾವಣೆ: ಜೆಡಿಎಸ್ ಮೇಲುಗೈ bbox=[552, 880, 856, 899]
brief-title: ಗ್ರಾಪಂ ಅಧ್ಯಕ್ಷರಾಗಿ ಬಸವರಾಜಮ್ಮ ಆಯ್ಕೆ bbox=[34, 355, 190, 369]
max-temp-value: 34 bbox=[530, 18, 557, 40]
lead-body3: ಕಟ್ಟಡಗಳು ಹಾಗೂ ಜೀವನ ನಡೆಸುವುದಕ್ಕೆ ತೊಂದರೆಯಾಗುತ್ತಿದೆ ಎಂದು ಪ್ರತಿಭಟನಾಕಾರರು ಆರೋಪಿಸಿದರು. ಸಂಘದ ಮುಖಂಡರಾದ ಶಿವಕುಮಾರ್, ಬಿ.ಎಂ. ಶಿವಮಲ್ಲಯ್ಯ, ಪುಟ್ಟಮಾದು, ಕೆ.ಎಸ್. ಮಹದೇವಮ್ಮ, ಗಂಗಾಧರ, ಲಕ್ಷ್ಮಿ, ನಂಜುಂಡ ಸೇರಿದಂತೆ ನೂರಾರು ಕೂಲಿಕಾರರು ಪಾಲ್ಗೊಂಡಿದ್ದರು. bbox=[504, 584, 656, 631]
bengaluru-story bbox=[480, 1298, 764, 1406]
college-event-photo bbox=[206, 1182, 472, 1294]
megaphone-icon bbox=[32, 72, 72, 108]
lead-col-right bbox=[504, 452, 656, 580]
lead-kicker: ಪ್ರಾಂತ ಕೃಷಿ ಕೂಲಿಕಾರರಿಂದ ಜಿಲ್ಲಾ ಪಂಚಾಯತ್ ಎದುರು ಪ್ರತಿಭಟನೆ bbox=[294, 288, 574, 303]
masthead-title: ಮಂಡ್ಯ bbox=[340, 2, 423, 47]
college-story-cols: ತಾಲೂಕು ಕಚೇರಿ ಹಾಗೂ ಎಲ್ಲಾ ಸರ್ಕಾರಿ ಇಲಾಖೆ ಕಚೇರಿ ಒಂದೇ ಸೂರಿನಡಿ ಕಾರ್ಯನಿರ್ವಹಿಸಲು ಅನುಕೂಲವಾಗುವಂತೆ ಪ್ರಜಾಸೌಧ ನಿರ್ಮಾಣಕ್ಕೆ ಶೀಘ್ರದಲ್ಲೇ ಚಾಲನೆ ನೀಡಲಾಗುವುದು ಎಂದು ಶಾಸಕರು ಭರವಸೆ ನೀಡಿದರು. ಪಟ್ಟಣದ ಸರ್ಕಾರಿ ಪ್ರಥಮ ದರ್ಜೆ ಕಾಲೇಜು ಆವರಣದಲ್ಲಿ ನಡೆದ ಸಾಂಸ್ಕೃತಿಕ, ಕ್ರೀಡಾ, ರಾಷ್ಟ್ರೀಯ ಸೇವಾ ಯೋಜನೆ ಚಟುವಟಿಕೆಗಳ ಸಮಾರೋಪ ಸಮಾರಂಭ ಉದ್ಘಾಟಿಸಿ ಮಾತನಾಡಿದರು. ಪ್ರಥಮ ದರ್ಜೆ ಕಾಲೇಜು ನಿರ್ಮಾಣಕ್ಕೆ ಈಗಾಗಲೇ ಸ್ಥಳ ಗುರುತಿಸಲಾಗಿದೆ. ಕ್ಷೇತ್ರದ ವಿದ್ಯಾರ್ಥಿಗಳಿಗೆ ಗುಣಮಟ್ಟದ ಶಿಕ್ಷಣ ನೀಡುವುದು ಸರ್ಕಾರದ ಉದ್ದೇಶವಾಗಿದೆ. ವಿದ್ಯಾರ್ಥಿಗಳು ಶಿಕ್ಷಣದೊಂದಿಗೆ ಸಾಂಸ್ಕೃತಿಕ ಚಟುವಟಿಕೆಗಳಲ್ಲಿ ತೊಡಗಿಸಿಕೊಳ್ಳಬೇಕು. ಕಾಲೇಜಿನ ಮೂಲಸೌಕರ್ಯಕ್ಕೆ ಅಗತ್ಯ ಅನುದಾನ ಒದಗಿಸಲಾಗುವುದು ಎಂದು ತಿಳಿಸಿದರು. ಪ್ರಾಂಶುಪಾಲರು, ಉಪನ್ಯಾಸಕರು ಹಾಗೂ ವಿದ್ಯಾರ್ಥಿಗಳು ಹಾಜರಿದ್ದರು. ವಿವಿಧ ಸ್ಪರ್ಧೆಗಳಲ್ಲಿ ವಿಜೇತರಾದ ವಿದ್ಯಾರ್ಥಿಗಳಿಗೆ ಬಹುಮಾನ ವಿತರಿಸಲಾಯಿತು. bbox=[206, 1296, 470, 1390]
coop-body: ತಾಲೂಕಿನ ಕೆ.ಬೆಟ್ಟಹಳ್ಳಿ ಪ್ರಾಥಮಿಕ ಕೃಷಿ ಪತ್ತಿನ ಸಹಕಾರ ಸಂಘದ ಆಡಳಿತ ಮಂಡಳಿಯ 12 ಸ್ಥಾನಗಳಿಗೆ ನಡೆದ ಚುನಾವಣೆಯಲ್ಲಿ 12 ಸ್ಥಾನಗಳಲ್ಲೂ ಜೆಡಿಎಸ್ ಬೆಂಬಲಿತ ಅಭ್ಯರ್ಥಿಗಳು ಭರ್ಜರಿ ಗೆಲುವು ಸಾಧಿಸಿದ್ದಾರೆ. ಕಾಂಗ್ರೆಸ್ ಬೆಂಬಲಿತರು ಹೀನಾಯ ಸೋಲು ಅನುಭವಿಸಿದರು. ಸಹಕಾರ ಸಂಘದ 12 ನಿರ್ದೇಶಕ ಸ್ಥಾನಗಳಿಗೆ ಚುನಾವಣೆ ನಡೆದಿತ್ತು. ವಿಜೇತ ಅಭ್ಯರ್ಥಿಗಳನ್ನು ಕಾರ್ಯಕರ್ತರು ಸನ್ಮಾನಿಸಿ ಅಭಿನಂದಿಸಿದರು. ಮುಖಂಡರು ಸಂಭ್ರಮಾಚರಣೆ ನಡೆಸಿದರು. ಕ್ಷೇತ್ರದ ಶಾಸಕರು ವಿಜೇತರಿಗೆ ಶುಭ ಹಾರೈಸಿದರು. ಸಂಘದ ಅಭಿವೃದ್ಧಿಗೆ ಎಲ್ಲರೂ ಶ್ರಮಿಸಬೇಕು ಎಂದು ಕರೆ ನೀಡಿದರು. bbox=[490, 904, 628, 998]
min-temp-value: 22 bbox=[570, 18, 597, 40]
brief-dateline: ಮಳವಳ್ಳಿ: bbox=[28, 392, 51, 401]
